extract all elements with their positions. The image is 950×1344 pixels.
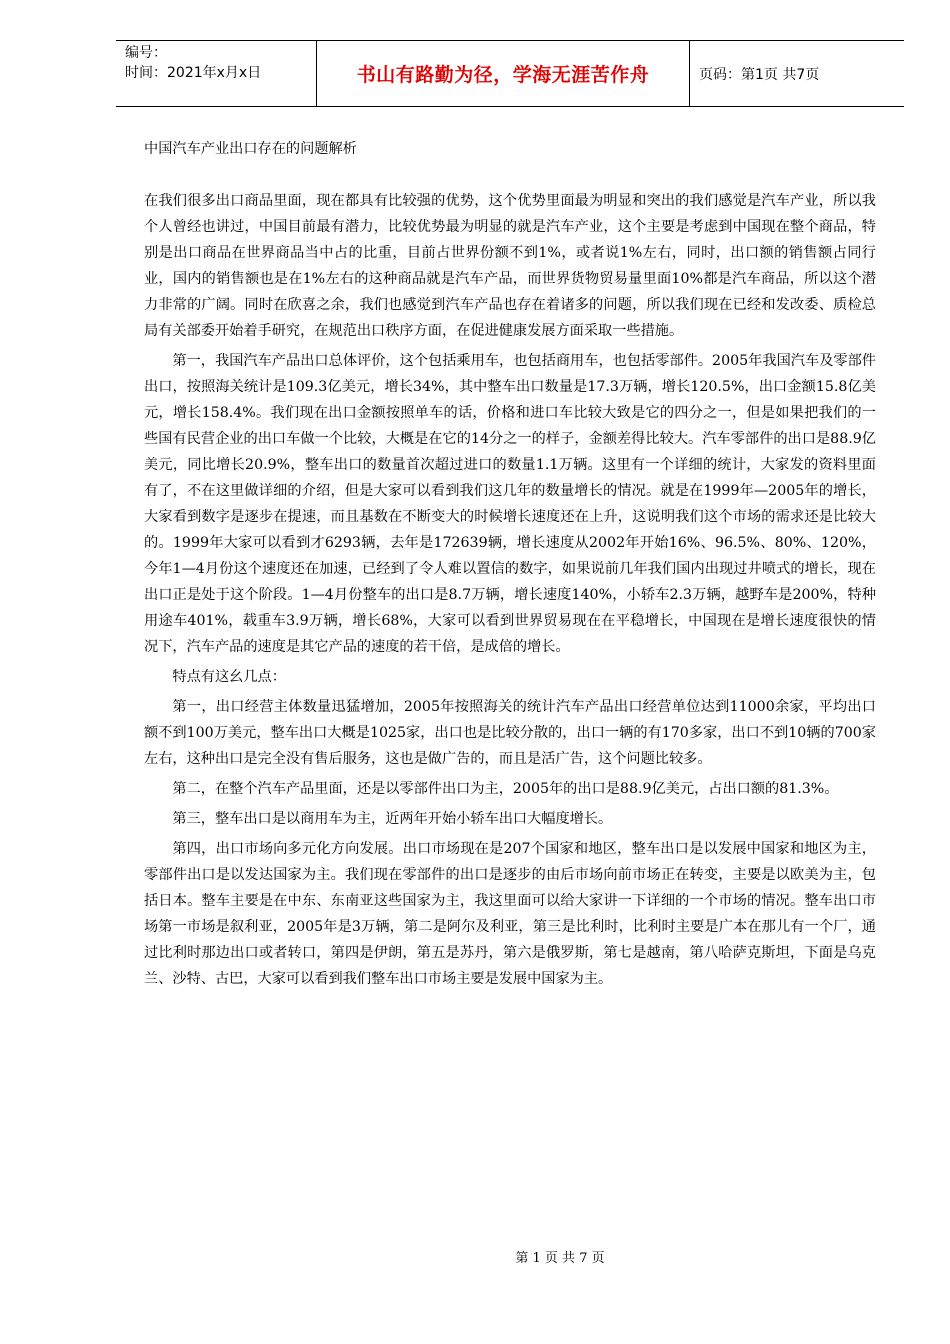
- paragraph: 第四，出口市场向多元化方向发展。出口市场现在是207个国家和地区，整车出口是以发展中国家和地区为主，零部件出口是以发达国家为主。我们现在零部件的出口是逐步的由后市场向前市场正在转变，主要是以欧美为主，包括日本。整车主要是在中东、东南亚这些国家为主，我这里面可以给大家讲一下详细的一个市场的情况。整车出口市场第一市场是叙利亚，2005年是3万辆，第二是阿尔及利亚，第三是比利时，比利时主要是广本在那儿有一个厂，通过比利时那边出口或者转口，第四是伊朗，第五是苏丹，第六是俄罗斯，第七是越南，第八哈萨克斯坦，下面是乌克兰、沙特、古巴，大家可以看到我们整车出口市场主要是发展中国家为主。: [144, 841, 876, 987]
- header-meta: [116, 41, 316, 106]
- page-footer: 第 1 页 共 7 页: [515, 1251, 605, 1266]
- paragraph: 第一，出口经营主体数量迅猛增加，2005年按照海关的统计汽车产品出口经营单位达到11000余家，平均出口额不到100万美元，整车出口大概是1025家，出口也是比较分散的，出口一辆的有170多家，出口不到10辆的700家左右，这种出口是完全没有售后服务，这也是做广告的，而且是活广告，这个问题比较多。: [144, 699, 876, 767]
- number-label: 编号：: [125, 45, 167, 61]
- header-page-info: 页码：第1页 共7页: [699, 66, 820, 83]
- document-header: [116, 40, 904, 107]
- paragraph-intro: 在我们很多出口商品里面，现在都具有比较强的优势，这个优势里面最为明显和突出的我们感觉是汽车产业，所以我个人曾经也讲过，中国目前最有潜力，比较优势最为明显的就是汽车产业，这个主要是考虑到中国现在整个商品，特别是出口商品在世界商品当中占的比重，目前占世界份额不到1%，或者说1%左右，同时，出口额的销售额占同行业，国内的销售额也是在1%左右的这种商品就是汽车产品，而世界货物贸易量里面10%都是汽车商品，所以这个潜力非常的广阔。同时在欣喜之余，我们也感觉到汽车产品也存在着诸多的问题，所以我们现在已经和发改委、质检总局有关部委开始着手研究，在规范出口秩序方面，在促进健康发展方面采取一些措施。: [144, 193, 876, 339]
- paragraph: 第三，整车出口是以商用车为主，近两年开始小轿车出口大幅度增长。: [172, 811, 613, 827]
- paragraph: 第二，在整个汽车产品里面，还是以零部件出口为主，2005年的出口是88.9亿美元，占出口额的81.3%。: [172, 781, 839, 797]
- paragraph: 特点有这幺几点：: [172, 669, 286, 685]
- time-label: 时间：2021年x月x日: [125, 65, 262, 81]
- paragraph: 第一，我国汽车产品出口总体评价，这个包括乘用车，也包括商用车，也包括零部件。2005年我国汽车及零部件出口，按照海关统计是109.3亿美元，增长34%，其中整车出口数量是17.3万辆，增长120.5%，出口金额15.8亿美元，增长158.4%。我们现在出口金额按照单车的话，价格和进口车比较大致是它的四分之一，但是如果把我们的一些国有民营企业的出口车做一个比较，大概是在它的14分之一的样子，金额差得比较大。汽车零部件的出口是88.9亿美元，同比增长20.9%，整车出口的数量首次超过进口的数量1.1万辆。这里有一个详细的统计，大家发的资料里面有了，不在这里做详细的介绍，但是大家可以看到我们这几年的数量增长的情况。就是在1999年—2005年的增长，大家看到数字是逐步在提速，而且基数在不断变大的时候增长速度还在上升，这说明我们这个市场的需求还是比较大的。1999年大家可以看到才6293辆，去年是172639辆，增长速度从2002年开始16%、96.5%、80%、120%，今年1—4月份这个速度还在加速，已经到了令人难以置信的数字，如果说前几年我们国内出现过井喷式的增长，现在出口正是处于这个阶段。1—4月份整车的出口是8.7万辆，增长速度140%，小轿车2.3万辆，越野车是200%，特种用途车401%，载重车3.9万辆，增长68%，大家可以看到世界贸易现在在平稳增长，中国现在是增长速度很快的情况下，汽车产品的速度是其它产品的速度的若干倍，是成倍的增长。: [144, 353, 876, 655]
- header-motto: 书山有路勤为径，学海无涯苦作舟: [316, 41, 690, 106]
- document-title: 中国汽车产业出口存在的问题解析: [144, 141, 357, 157]
- document-body: [144, 136, 876, 996]
